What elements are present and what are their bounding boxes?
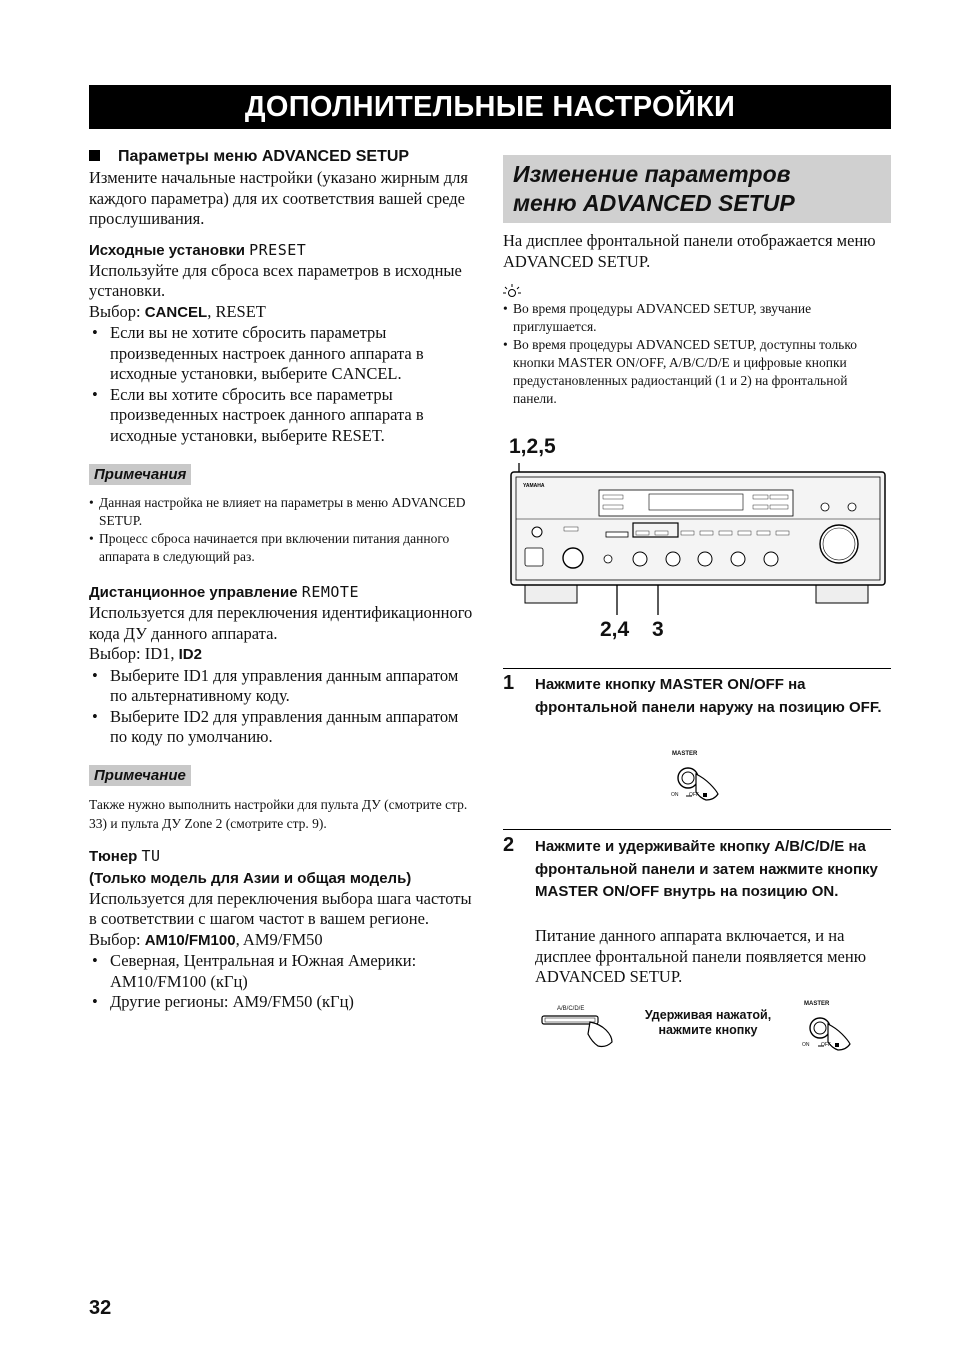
tuner-heading [89, 846, 474, 867]
abcde-label: A/B/C/D/E [557, 1006, 585, 1012]
callout-top: 1,2,5 [509, 435, 556, 458]
choice-label: Выбор: [89, 644, 141, 663]
step1-number: 1 [503, 672, 515, 694]
remote-heading [89, 582, 474, 603]
master-label: MASTER [672, 751, 698, 757]
list-item: • Другие регионы: AM9/FM50 (кГц) [89, 992, 474, 1013]
brand-label: YAMAHA [523, 483, 545, 489]
abcde-button-press-icon [540, 1012, 620, 1052]
box-title-line2: меню ADVANCED SETUP [513, 190, 795, 216]
list-item: • Во время процедуры ADVANCED SETUP, доступны только кнопки MASTER ON/OFF, A/B/C/D/E и цифровые кнопки предустановленных радиостанций (1 и 2) на фронтальной панели. [503, 336, 888, 408]
preset-heading [89, 240, 474, 261]
choice-rest: , AM9/FM50 [235, 929, 323, 949]
step1-text: Нажмите кнопку MASTER ON/OFF на фронтальной панели наружу на позицию OFF. [535, 676, 882, 716]
off-label: OFF [689, 792, 699, 798]
list-item: • Северная, Центральная и Южная Америки: AM10/FM100 (кГц) [89, 951, 474, 992]
on-label: ON [671, 792, 679, 798]
step2-desc: Питание данного аппарата включается, и на дисплее фронтальной панели появляется меню ADVANCED SETUP. [535, 926, 867, 986]
choice-default: CANCEL [144, 303, 208, 321]
choice-rest: , RESET [207, 301, 266, 321]
page-number: 32 [89, 1297, 112, 1319]
off-label-2: OFF [821, 1042, 831, 1048]
hold-line1: Удерживая нажатой, [644, 1008, 772, 1022]
step2-rule [503, 829, 891, 830]
section-title-text: Параметры меню ADVANCED SETUP [118, 148, 410, 165]
tuner-code: TU [141, 846, 161, 865]
notes-label: Примечания [89, 464, 191, 485]
on-label-2: ON [802, 1042, 810, 1048]
list-item: • Если вы не хотите сбросить параметры произведенных настроек данного аппарата в исходные установки, выберите CANCEL. [89, 323, 474, 385]
choice-label: Выбор: [89, 301, 141, 321]
choice-label: Выбор: [89, 929, 141, 949]
tuner-bullets [89, 951, 474, 1013]
hold-instruction [628, 1008, 788, 1038]
hold-line2: нажмите кнопку [658, 1023, 758, 1037]
remote-desc: Используется для переключения идентификационного кода ДУ данного аппарата. [89, 603, 473, 643]
preset-choice [89, 302, 474, 324]
page-title: ДОПОЛНИТЕЛЬНЫЕ НАСТРОЙКИ [89, 85, 891, 129]
choice-pre: ID1, [140, 644, 179, 663]
remote-code: REMOTE [301, 583, 359, 601]
step2-number: 2 [503, 834, 515, 856]
tuner-heading-text: Тюнер [89, 847, 138, 865]
section-title [89, 146, 474, 168]
choice-default: AM10/FM100 [144, 931, 236, 949]
list-item: • Данная настройка не влияет на параметры в меню ADVANCED SETUP. [89, 494, 474, 530]
preset-desc: Используйте для сброса всех параметров в исходные установки. [89, 260, 462, 300]
tip-icon [503, 283, 523, 301]
intro-text: Измените начальные настройки (указано жирным для каждого параметра) для их соответствия вашей среде прослушивания. [89, 168, 468, 228]
list-item: • Во время процедуры ADVANCED SETUP, звучание приглушается. [503, 300, 888, 336]
tuner-subheading: (Только модель для Азии и общая модель) [89, 869, 412, 887]
section-box-title [503, 155, 891, 223]
list-item: • Если вы хотите сбросить все параметры произведенных настроек данного аппарата в исходные установки, выберите RESET. [89, 385, 474, 447]
square-bullet-icon [89, 150, 100, 161]
tuner-choice [89, 930, 474, 952]
receiver-front-panel-illustration [503, 455, 893, 620]
left-column [89, 146, 474, 1013]
remote-choice [89, 644, 474, 666]
note-text: Также нужно выполнить настройки для пульта ДУ (смотрите стр. 33) и пульта ДУ Zone 2 (смотрите стр. 9). [89, 796, 468, 831]
choice-default: ID2 [178, 646, 202, 663]
callout-bottom-right: 3 [652, 618, 664, 641]
remote-heading-text: Дистанционное управление [89, 584, 298, 601]
list-item: • Выберите ID1 для управления данным аппаратом по альтернативному коду. [89, 666, 474, 707]
notes-list [89, 494, 474, 566]
step2-text: Нажмите и удерживайте кнопку A/B/C/D/E на фронтальной панели и затем нажмите кнопку MASTER ON/OFF внутрь на позицию ON. [535, 838, 878, 900]
remote-bullets [89, 666, 474, 748]
preset-code: PRESET [249, 240, 307, 259]
tuner-desc: Используется для переключения выбора шага частоты в соответствии с шагом частот в вашем регионе. [89, 888, 472, 928]
note-label: Примечание [89, 765, 191, 786]
tips-list [503, 300, 888, 408]
preset-heading-text: Исходные установки [89, 241, 245, 259]
right-intro: На дисплее фронтальной панели отображается меню ADVANCED SETUP. [503, 231, 876, 271]
list-item: • Выберите ID2 для управления данным аппаратом по коду по умолчанию. [89, 707, 474, 748]
master-label-2: MASTER [804, 1001, 830, 1007]
list-item: • Процесс сброса начинается при включении питания данного аппарата в следующий раз. [89, 530, 474, 566]
step1-rule [503, 668, 891, 669]
callout-bottom-left: 2,4 [600, 618, 630, 641]
box-title-line1: Изменение параметров [513, 161, 791, 187]
preset-bullets [89, 323, 474, 446]
